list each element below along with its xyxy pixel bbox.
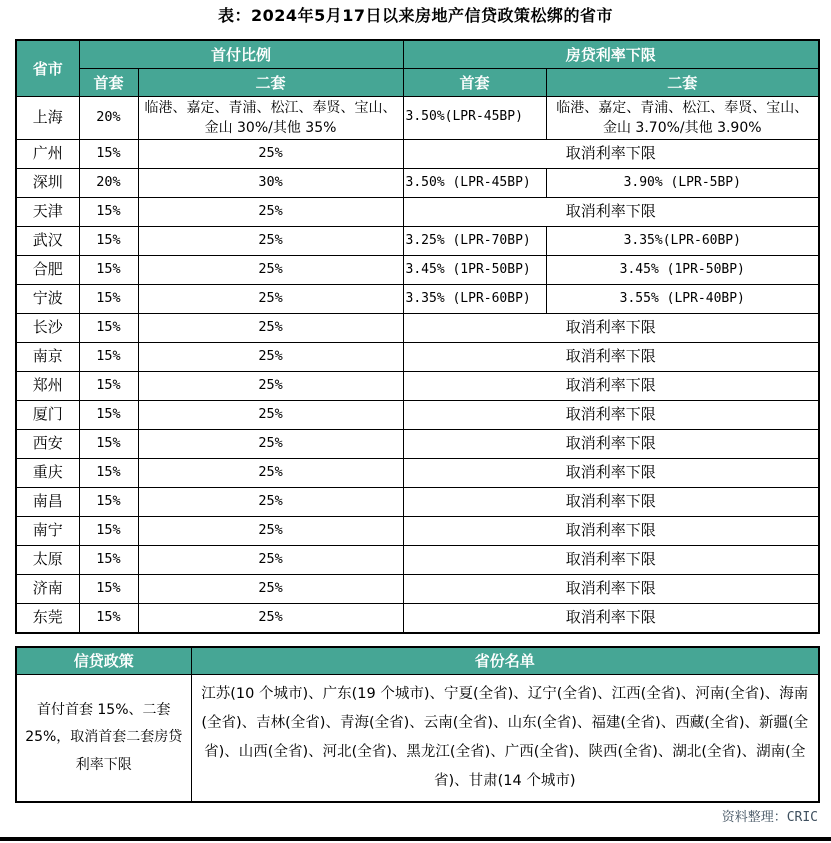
table-row <box>16 488 819 517</box>
page-bottom-rule <box>0 837 831 841</box>
policy-content-row <box>16 675 819 803</box>
down-payment-second-cell: 25% <box>138 575 403 604</box>
rate-floor-merged-cell: 取消利率下限 <box>403 430 819 459</box>
down-payment-second-cell: 25% <box>138 140 403 169</box>
rate-floor-merged-cell: 取消利率下限 <box>403 343 819 372</box>
header-row-groups <box>16 40 819 68</box>
city-cell: 宁波 <box>16 285 79 314</box>
rate-floor-first-cell: 3.35% (LPR-60BP) <box>403 285 546 314</box>
down-payment-second-cell: 25% <box>138 401 403 430</box>
city-cell: 合肥 <box>16 256 79 285</box>
city-cell: 长沙 <box>16 314 79 343</box>
city-cell: 天津 <box>16 198 79 227</box>
table-row <box>16 314 819 343</box>
city-cell: 南宁 <box>16 517 79 546</box>
rate-floor-merged-cell: 取消利率下限 <box>403 488 819 517</box>
rate-floor-merged-cell: 取消利率下限 <box>403 372 819 401</box>
rate-floor-merged-cell: 取消利率下限 <box>403 401 819 430</box>
down-payment-second-cell: 25% <box>138 604 403 633</box>
city-cell: 深圳 <box>16 169 79 198</box>
province-policy-table <box>15 646 820 804</box>
city-cell: 上海 <box>16 96 79 140</box>
down-payment-second-cell: 25% <box>138 343 403 372</box>
policy-header-row <box>16 647 819 675</box>
down-payment-first-cell: 15% <box>79 343 138 372</box>
city-cell: 广州 <box>16 140 79 169</box>
rate-floor-merged-cell: 取消利率下限 <box>403 604 819 633</box>
source-note: 资料整理：CRIC <box>721 810 818 826</box>
table-row <box>16 343 819 372</box>
rate-floor-merged-cell: 取消利率下限 <box>403 314 819 343</box>
table-row <box>16 401 819 430</box>
table-row <box>16 546 819 575</box>
down-payment-first-cell: 20% <box>79 96 138 140</box>
down-payment-second-cell: 30% <box>138 169 403 198</box>
down-payment-second-cell: 25% <box>138 488 403 517</box>
table-row <box>16 575 819 604</box>
down-payment-second-cell: 25% <box>138 198 403 227</box>
city-cell: 武汉 <box>16 227 79 256</box>
down-payment-first-cell: 15% <box>79 140 138 169</box>
header-row-sub <box>16 68 819 96</box>
down-payment-first-cell: 15% <box>79 546 138 575</box>
province-list-text: 江苏(10 个城市)、广东(19 个城市)、宁夏(全省)、辽宁(全省)、江西(全省)、河南(全省)、海南(全省)、吉林(全省)、青海(全省)、云南(全省)、山东(全省)、福建(全省)、西藏(全省)、新疆(全省)、山西(全省)、河北(全省)、黑龙江(全省)、广西(全省)、陕西(全省)、湖北(全省)、湖南(全省)、甘肃(14 个城市) <box>191 675 819 803</box>
table-row <box>16 517 819 546</box>
city-cell: 太原 <box>16 546 79 575</box>
rate-floor-second-cell: 3.45% (1PR-50BP) <box>546 256 819 285</box>
down-payment-first-cell: 15% <box>79 604 138 633</box>
table-row <box>16 96 819 140</box>
city-cell: 西安 <box>16 430 79 459</box>
table-row <box>16 285 819 314</box>
table-row <box>16 430 819 459</box>
down-payment-first-cell: 15% <box>79 314 138 343</box>
rate-floor-merged-cell: 取消利率下限 <box>403 546 819 575</box>
down-payment-first-cell: 15% <box>79 227 138 256</box>
col-header-dp-second: 二套 <box>138 68 403 96</box>
down-payment-first-cell: 15% <box>79 401 138 430</box>
col-header-dp-first: 首套 <box>79 68 138 96</box>
down-payment-first-cell: 15% <box>79 285 138 314</box>
table-row <box>16 372 819 401</box>
down-payment-second-cell: 25% <box>138 430 403 459</box>
table-row <box>16 604 819 633</box>
credit-policy-table <box>15 39 820 634</box>
rate-floor-first-cell: 3.25% (LPR-70BP) <box>403 227 546 256</box>
down-payment-second-cell: 25% <box>138 546 403 575</box>
down-payment-second-cell: 25% <box>138 256 403 285</box>
table-row <box>16 256 819 285</box>
down-payment-first-cell: 15% <box>79 575 138 604</box>
down-payment-first-cell: 15% <box>79 459 138 488</box>
down-payment-second-cell: 25% <box>138 227 403 256</box>
rate-floor-first-cell: 3.50% (LPR-45BP) <box>403 169 546 198</box>
city-cell: 重庆 <box>16 459 79 488</box>
rate-floor-second-cell: 3.90% (LPR-5BP) <box>546 169 819 198</box>
rate-floor-second-cell: 临港、嘉定、青浦、松江、奉贤、宝山、金山 3.70%/其他 3.90% <box>546 96 819 140</box>
down-payment-first-cell: 15% <box>79 517 138 546</box>
down-payment-first-cell: 15% <box>79 256 138 285</box>
rate-floor-merged-cell: 取消利率下限 <box>403 517 819 546</box>
down-payment-second-cell: 25% <box>138 372 403 401</box>
credit-policy-text: 首付首套 15%、二套 25%，取消首套二套房贷利率下限 <box>16 675 191 803</box>
table-row <box>16 198 819 227</box>
down-payment-second-cell: 25% <box>138 459 403 488</box>
col-header-rate-floor-group: 房贷利率下限 <box>403 40 819 68</box>
table-row <box>16 169 819 198</box>
rate-floor-first-cell: 3.50%(LPR-45BP) <box>403 96 546 140</box>
rate-floor-first-cell: 3.45% (1PR-50BP) <box>403 256 546 285</box>
col-header-down-payment-group: 首付比例 <box>79 40 403 68</box>
down-payment-second-cell: 25% <box>138 517 403 546</box>
city-cell: 济南 <box>16 575 79 604</box>
rate-floor-merged-cell: 取消利率下限 <box>403 459 819 488</box>
table-row <box>16 140 819 169</box>
rate-floor-merged-cell: 取消利率下限 <box>403 575 819 604</box>
down-payment-first-cell: 15% <box>79 430 138 459</box>
down-payment-second-cell: 25% <box>138 285 403 314</box>
rate-floor-merged-cell: 取消利率下限 <box>403 140 819 169</box>
city-cell: 郑州 <box>16 372 79 401</box>
down-payment-first-cell: 20% <box>79 169 138 198</box>
col-header-credit-policy: 信贷政策 <box>16 647 191 675</box>
col-header-province-list: 省份名单 <box>191 647 819 675</box>
city-cell: 东莞 <box>16 604 79 633</box>
table-row <box>16 227 819 256</box>
col-header-rate-second: 二套 <box>546 68 819 96</box>
city-cell: 南京 <box>16 343 79 372</box>
rate-floor-merged-cell: 取消利率下限 <box>403 198 819 227</box>
rate-floor-second-cell: 3.35%(LPR-60BP) <box>546 227 819 256</box>
col-header-city: 省市 <box>16 40 79 96</box>
down-payment-first-cell: 15% <box>79 488 138 517</box>
down-payment-second-cell: 临港、嘉定、青浦、松江、奉贤、宝山、金山 30%/其他 35% <box>138 96 403 140</box>
table-row <box>16 459 819 488</box>
down-payment-first-cell: 15% <box>79 372 138 401</box>
down-payment-first-cell: 15% <box>79 198 138 227</box>
rate-floor-second-cell: 3.55% (LPR-40BP) <box>546 285 819 314</box>
page-title: 表：2024年5月17日以来房地产信贷政策松绑的省市 <box>218 6 613 25</box>
city-cell: 厦门 <box>16 401 79 430</box>
down-payment-second-cell: 25% <box>138 314 403 343</box>
city-cell: 南昌 <box>16 488 79 517</box>
col-header-rate-first: 首套 <box>403 68 546 96</box>
